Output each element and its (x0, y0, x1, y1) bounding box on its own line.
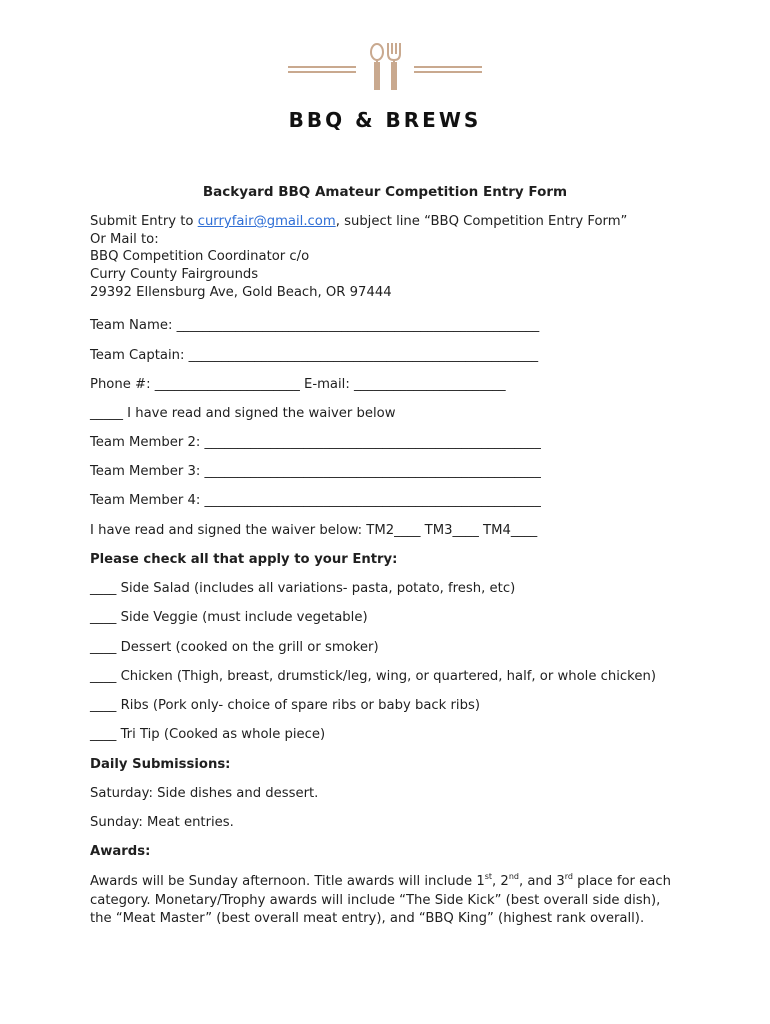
submit-prefix: Submit Entry to (90, 214, 198, 229)
awards-heading: Awards: (90, 844, 151, 859)
awards-text-c: , and 3 (518, 874, 565, 889)
daily-sunday: Sunday: Meat entries. (90, 815, 234, 830)
entry-chicken[interactable]: ____ Chicken (Thigh, breast, drumstick/leg, wing, or quartered, half, or whole chicken) (90, 669, 656, 684)
awards-line-1 (90, 874, 671, 889)
brand-title: BBQ & BREWS (288, 108, 482, 132)
awards-line-2: category. Monetary/Trophy awards will include “The Side Kick” (best overall side dish), (90, 893, 661, 908)
awards-sup-3: rd (564, 872, 573, 881)
address-line-1: BBQ Competition Coordinator c/o (90, 249, 310, 264)
awards-text-b: , 2 (492, 874, 509, 889)
email-link[interactable]: curryfair@gmail.com (197, 214, 336, 229)
address-line-2: Curry County Fairgrounds (90, 267, 259, 282)
team-member-2-field[interactable]: Team Member 2: ___________________________________________________ (90, 435, 541, 450)
submit-line (90, 214, 627, 229)
address-line-3: 29392 Ellensburg Ave, Gold Beach, OR 97444 (90, 285, 392, 300)
entry-ribs[interactable]: ____ Ribs (Pork only- choice of spare ribs or baby back ribs) (90, 698, 480, 713)
entries-heading: Please check all that apply to your Entry: (90, 552, 398, 567)
team-captain-field[interactable]: Team Captain: _____________________________________________________ (90, 348, 539, 363)
fork-spoon-logo-icon (288, 40, 484, 96)
entry-dessert[interactable]: ____ Dessert (cooked on the grill or smoker) (90, 640, 379, 655)
entry-side-salad[interactable]: ____ Side Salad (includes all variations- pasta, potato, fresh, etc) (90, 581, 516, 596)
team-member-3-field[interactable]: Team Member 3: ___________________________________________________ (90, 464, 541, 479)
entry-side-veggie[interactable]: ____ Side Veggie (must include vegetable) (90, 610, 368, 625)
awards-line-3: the “Meat Master” (best overall meat entry), and “BBQ King” (highest rank overall). (90, 911, 645, 926)
team-member-4-field[interactable]: Team Member 4: ___________________________________________________ (90, 493, 541, 508)
form-title: Backyard BBQ Amateur Competition Entry Form (202, 184, 568, 200)
awards-text-d: place for each (572, 874, 671, 889)
awards-text-a: Awards will be Sunday afternoon. Title awards will include 1 (90, 874, 485, 889)
entry-tri-tip[interactable]: ____ Tri Tip (Cooked as whole piece) (90, 727, 326, 742)
phone-email-field[interactable]: Phone #: ______________________ E-mail: _______________________ (90, 377, 506, 392)
awards-sup-1: st (484, 872, 493, 881)
awards-sup-2: nd (508, 872, 519, 881)
waiver-field[interactable]: _____ I have read and signed the waiver below (90, 406, 396, 421)
mail-to: Or Mail to: (90, 232, 159, 247)
waiver-members-field[interactable]: I have read and signed the waiver below: TM2____ TM3____ TM4____ (90, 523, 538, 538)
team-name-field[interactable]: Team Name: _______________________________________________________ (90, 318, 540, 333)
daily-saturday: Saturday: Side dishes and dessert. (90, 786, 319, 801)
submit-suffix: , subject line “BBQ Competition Entry Form” (335, 214, 628, 229)
daily-heading: Daily Submissions: (90, 757, 231, 772)
